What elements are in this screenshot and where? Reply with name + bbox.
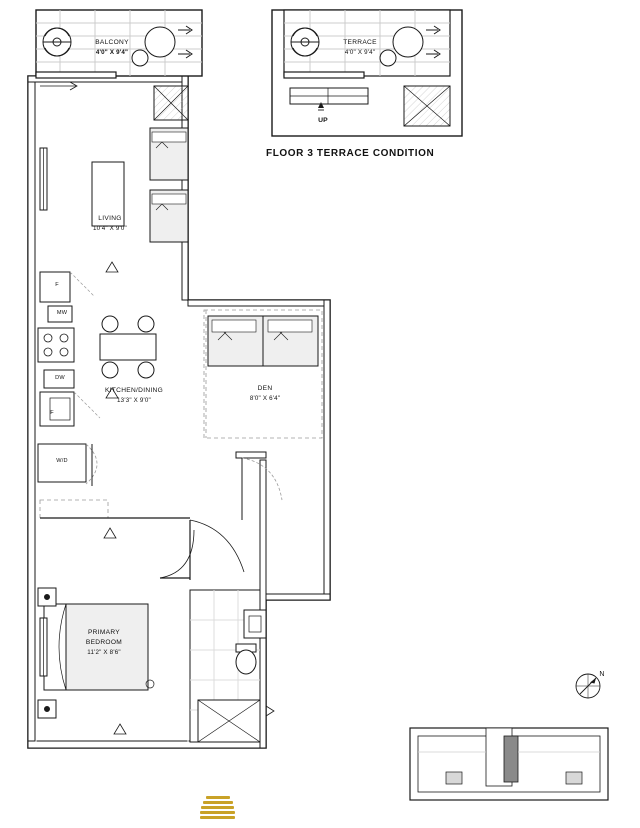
room-label-den: DEN 8'0" X 6'4"	[249, 385, 281, 402]
appliance-label-microwave: MW	[56, 310, 68, 316]
room-label-living: LIVING 10'4" X 9'0"	[93, 215, 127, 232]
appliance-label-fridge: F	[55, 282, 59, 288]
appliance-label-dishwasher: DW	[55, 375, 65, 381]
room-label-primary-bedroom: PRIMARY BEDROOM 11'2" X 8'6"	[85, 629, 123, 656]
compass-label: N	[599, 671, 605, 678]
appliance-label-washer-dryer: W/D	[56, 458, 68, 464]
appliance-label-fridge-2: F	[50, 410, 54, 416]
brand-logo	[200, 796, 236, 822]
room-label-terrace: TERRACE 4'0" X 9'4"	[343, 39, 377, 56]
stair-up-label: UP	[318, 117, 328, 124]
room-label-kitchen-dining: KITCHEN/DINING 13'3" X 9'0"	[104, 387, 164, 404]
section-title: FLOOR 3 TERRACE CONDITION	[266, 148, 435, 159]
room-label-balcony: BALCONY 4'0" X 9'4"	[95, 39, 129, 56]
